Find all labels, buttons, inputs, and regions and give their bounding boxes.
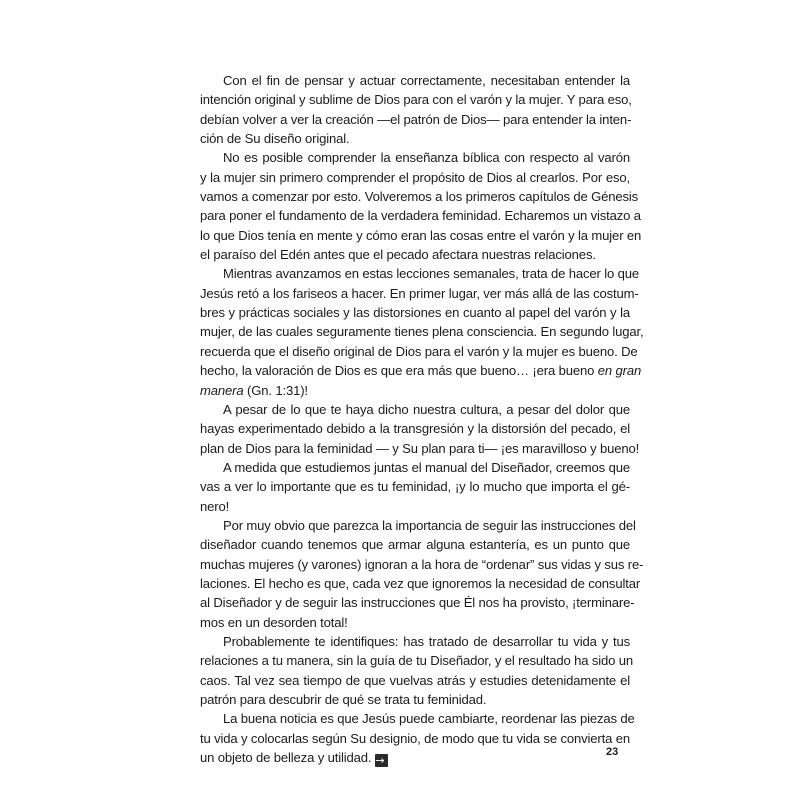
text-line: plan de Dios para la feminidad — y Su plan para ti— ¡es maravilloso y bueno! [200,440,640,456]
text-line [200,381,630,400]
text-line: un objeto de belleza y utilidad. → [200,748,630,767]
text-line: lo que Dios tenía en mente y cómo eran las cosas entre el varón y la mujer en [200,227,642,243]
paragraph [200,709,635,768]
text-line: patrón para descubrir de qué se trata tu feminidad. [200,692,487,707]
text-line: mujer, de las cuales seguramente tienes plena consciencia. En segundo lugar, [200,324,644,340]
text-line: muchas mujeres (y varones) ignoran a la hora de “ordenar” sus vidas y sus re- [200,556,644,572]
paragraph [200,458,630,516]
paragraph [200,71,630,148]
text-line: Jesús retó a los fariseos a hacer. En primer lugar, ver más allá de las costum- [200,285,639,301]
text-line: Por muy obvio que parezca la importancia de seguir las instrucciones del [223,517,636,533]
text-line: A medida que estudiemos juntas el manual del Diseñador, creemos que [223,459,630,475]
text-line: caos. Tal vez sea tiempo de que vuelvas atrás y estudies detenidamente el [200,672,630,688]
text-line: Mientras avanzamos en estas lecciones semanales, trata de hacer lo que [223,266,640,282]
paragraph [200,264,644,399]
paragraph [200,148,642,264]
text-line: relaciones a tu manera, sin la guía de tu Diseñador, y el resultado ha sido un [200,653,634,669]
paragraph [200,516,644,632]
page-number: 23 [606,746,619,758]
text-line: Probablemente te identifiques: has tratado de desarrollar tu vida y tus [223,633,630,649]
text-line: No es posible comprender la enseñanza bíblica con respecto al varón [223,150,630,166]
text-line: intención original y sublime de Dios para con el varón y la mujer. Y para eso, [200,92,632,108]
text-line: tu vida y colocarlas según Su designio, de modo que tu vida se convierta en [200,730,630,746]
citation: (Gn. 1:31)! [243,382,308,398]
text-line: Con el fin de pensar y actuar correctamente, necesitaban entender la [223,73,630,88]
text-line: mos en un desorden total! [200,614,348,630]
body-text [200,71,644,768]
italic-phrase: manera [200,382,244,398]
text-line: laciones. El hecho es que, cada vez que ignoremos la necesidad de consultar [200,575,641,591]
text-line: y la mujer sin primero comprender el propósito de Dios al crearlos. Por eso, [200,169,630,185]
text-line: A pesar de lo que te haya dicho nuestra cultura, a pesar del dolor que [223,401,630,417]
italic-phrase: en gran [597,363,642,379]
paragraph [200,632,634,709]
text-line: vamos a comenzar por esto. Volveremos a los primeros capítulos de Génesis [200,189,639,205]
paragraph [200,400,640,458]
text-line: diseñador cuando tenemos que armar alguna estantería, es un punto que [200,537,630,553]
arrow-right-icon: → [375,754,388,767]
text-line: recuerda que el diseño original de Dios para el varón y la mujer es bueno. De [200,343,638,359]
text-line: debían volver a ver la creación —el patrón de Dios— para entender la inten- [200,111,632,127]
text-line: nero! [200,498,230,514]
text-line: al Diseñador y de seguir las instrucciones que Él nos ha provisto, ¡terminare- [200,595,635,611]
text-line: bres y prácticas sociales y las distorsiones en cuanto al papel del varón y la [200,305,630,321]
text-line: vas a ver lo importante que es tu feminidad, ¡y lo mucho que importa el gé- [200,479,630,495]
text-line: La buena noticia es que Jesús puede cambiarte, reordenar las piezas de [223,711,635,727]
text-line: el paraíso del Edén antes que el pecado afectara nuestras relaciones. [200,247,596,263]
text-line: ción de Su diseño original. [200,131,350,147]
text-line: para poner el fundamento de la verdadera feminidad. Echaremos un vistazo a [200,208,641,224]
text-line: hecho, la valoración de Dios es que era más que bueno… ¡era bueno en gran [200,363,642,379]
text-line: hayas experimentado debido a la transgresión y la distorsión del pecado, el [200,421,630,437]
